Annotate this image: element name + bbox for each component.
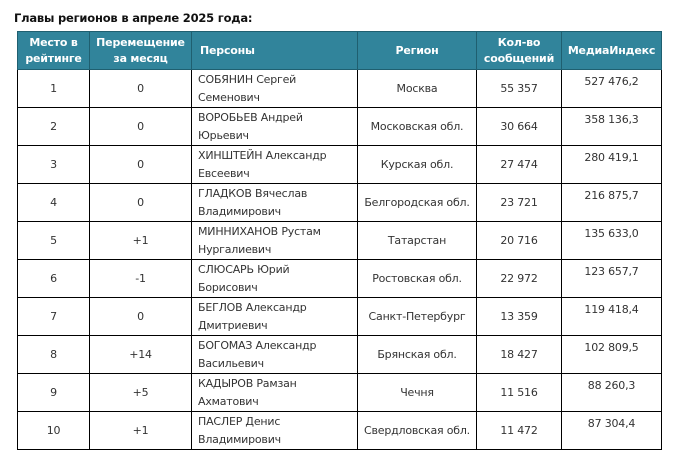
table-row — [18, 260, 662, 298]
person-surname-name: ХИНШТЕЙН Александр — [198, 148, 327, 162]
rank-cell: 3 — [18, 146, 90, 184]
person-patronymic: Семенович — [198, 90, 260, 104]
table-row — [18, 374, 662, 412]
person-surname-name: МИННИХАНОВ Рустам — [198, 224, 321, 238]
ranking-table — [17, 31, 662, 450]
rank-cell: 7 — [18, 298, 90, 336]
header-rank: Место в рейтинге — [18, 32, 90, 70]
region-cell: Ростовская обл. — [358, 260, 477, 298]
table-row — [18, 222, 662, 260]
count-cell: 11 516 — [477, 374, 562, 412]
move-cell: +1 — [90, 412, 192, 450]
count-cell: 20 716 — [477, 222, 562, 260]
person-patronymic: Дмитриевич — [198, 318, 268, 332]
region-cell: Белгородская обл. — [358, 184, 477, 222]
person-cell — [192, 336, 358, 374]
rank-cell: 8 — [18, 336, 90, 374]
move-cell: -1 — [90, 260, 192, 298]
move-cell: 0 — [90, 70, 192, 108]
media-index-cell: 119 418,4 — [562, 298, 662, 336]
move-cell: +1 — [90, 222, 192, 260]
move-cell: 0 — [90, 146, 192, 184]
person-cell — [192, 222, 358, 260]
person-patronymic: Нургалиевич — [198, 242, 272, 256]
person-patronymic: Васильевич — [198, 356, 264, 370]
rank-cell: 4 — [18, 184, 90, 222]
header-move: Перемещение за месяц — [90, 32, 192, 70]
person-patronymic: Владимирович — [198, 204, 281, 218]
person-surname-name: ПАСЛЕР Денис — [198, 414, 281, 428]
move-cell: +5 — [90, 374, 192, 412]
table-row — [18, 146, 662, 184]
media-index-cell: 280 419,1 — [562, 146, 662, 184]
person-patronymic: Владимирович — [198, 432, 281, 446]
header-media: МедиаИндекс — [562, 32, 662, 70]
media-index-cell: 358 136,3 — [562, 108, 662, 146]
person-cell — [192, 374, 358, 412]
count-cell: 27 474 — [477, 146, 562, 184]
person-surname-name: СЛЮСАРЬ Юрий — [198, 262, 290, 276]
rank-cell: 5 — [18, 222, 90, 260]
count-cell: 30 664 — [477, 108, 562, 146]
move-cell: +14 — [90, 336, 192, 374]
move-cell: 0 — [90, 108, 192, 146]
person-surname-name: КАДЫРОВ Рамзан — [198, 376, 297, 390]
count-cell: 18 427 — [477, 336, 562, 374]
table-row — [18, 184, 662, 222]
header-region: Регион — [358, 32, 477, 70]
table-row — [18, 108, 662, 146]
table-row — [18, 336, 662, 374]
media-index-cell: 527 476,2 — [562, 70, 662, 108]
person-cell — [192, 70, 358, 108]
rank-cell: 10 — [18, 412, 90, 450]
media-index-cell: 123 657,7 — [562, 260, 662, 298]
rank-cell: 1 — [18, 70, 90, 108]
move-cell: 0 — [90, 184, 192, 222]
person-cell — [192, 298, 358, 336]
region-cell: Курская обл. — [358, 146, 477, 184]
header-person: Персоны — [192, 32, 358, 70]
person-surname-name: ГЛАДКОВ Вячеслав — [198, 186, 308, 200]
person-cell — [192, 146, 358, 184]
person-cell — [192, 184, 358, 222]
rank-cell: 2 — [18, 108, 90, 146]
header-count: Кол-во сообщений — [477, 32, 562, 70]
count-cell: 55 357 — [477, 70, 562, 108]
count-cell: 13 359 — [477, 298, 562, 336]
region-cell: Санкт-Петербург — [358, 298, 477, 336]
person-surname-name: БЕГЛОВ Александр — [198, 300, 307, 314]
region-cell: Москва — [358, 70, 477, 108]
media-index-cell: 88 260,3 — [562, 374, 662, 412]
table-row — [18, 412, 662, 450]
page-title: Главы регионов в апреле 2025 года: — [14, 11, 253, 25]
person-cell — [192, 412, 358, 450]
count-cell: 23 721 — [477, 184, 562, 222]
table-row — [18, 298, 662, 336]
table-row — [18, 70, 662, 108]
media-index-cell: 102 809,5 — [562, 336, 662, 374]
person-patronymic: Борисович — [198, 280, 258, 294]
person-surname-name: ВОРОБЬЕВ Андрей — [198, 110, 303, 124]
move-cell: 0 — [90, 298, 192, 336]
region-cell: Чечня — [358, 374, 477, 412]
person-cell — [192, 260, 358, 298]
region-cell: Брянская обл. — [358, 336, 477, 374]
count-cell: 11 472 — [477, 412, 562, 450]
media-index-cell: 135 633,0 — [562, 222, 662, 260]
media-index-cell: 216 875,7 — [562, 184, 662, 222]
rank-cell: 9 — [18, 374, 90, 412]
person-patronymic: Ахматович — [198, 394, 259, 408]
person-patronymic: Юрьевич — [198, 128, 249, 142]
header-row — [18, 32, 662, 70]
count-cell: 22 972 — [477, 260, 562, 298]
person-patronymic: Евсеевич — [198, 166, 250, 180]
person-cell — [192, 108, 358, 146]
person-surname-name: СОБЯНИН Сергей — [198, 72, 297, 86]
rank-cell: 6 — [18, 260, 90, 298]
media-index-cell: 87 304,4 — [562, 412, 662, 450]
region-cell: Свердловская обл. — [358, 412, 477, 450]
region-cell: Московская обл. — [358, 108, 477, 146]
region-cell: Татарстан — [358, 222, 477, 260]
person-surname-name: БОГОМАЗ Александр — [198, 338, 317, 352]
